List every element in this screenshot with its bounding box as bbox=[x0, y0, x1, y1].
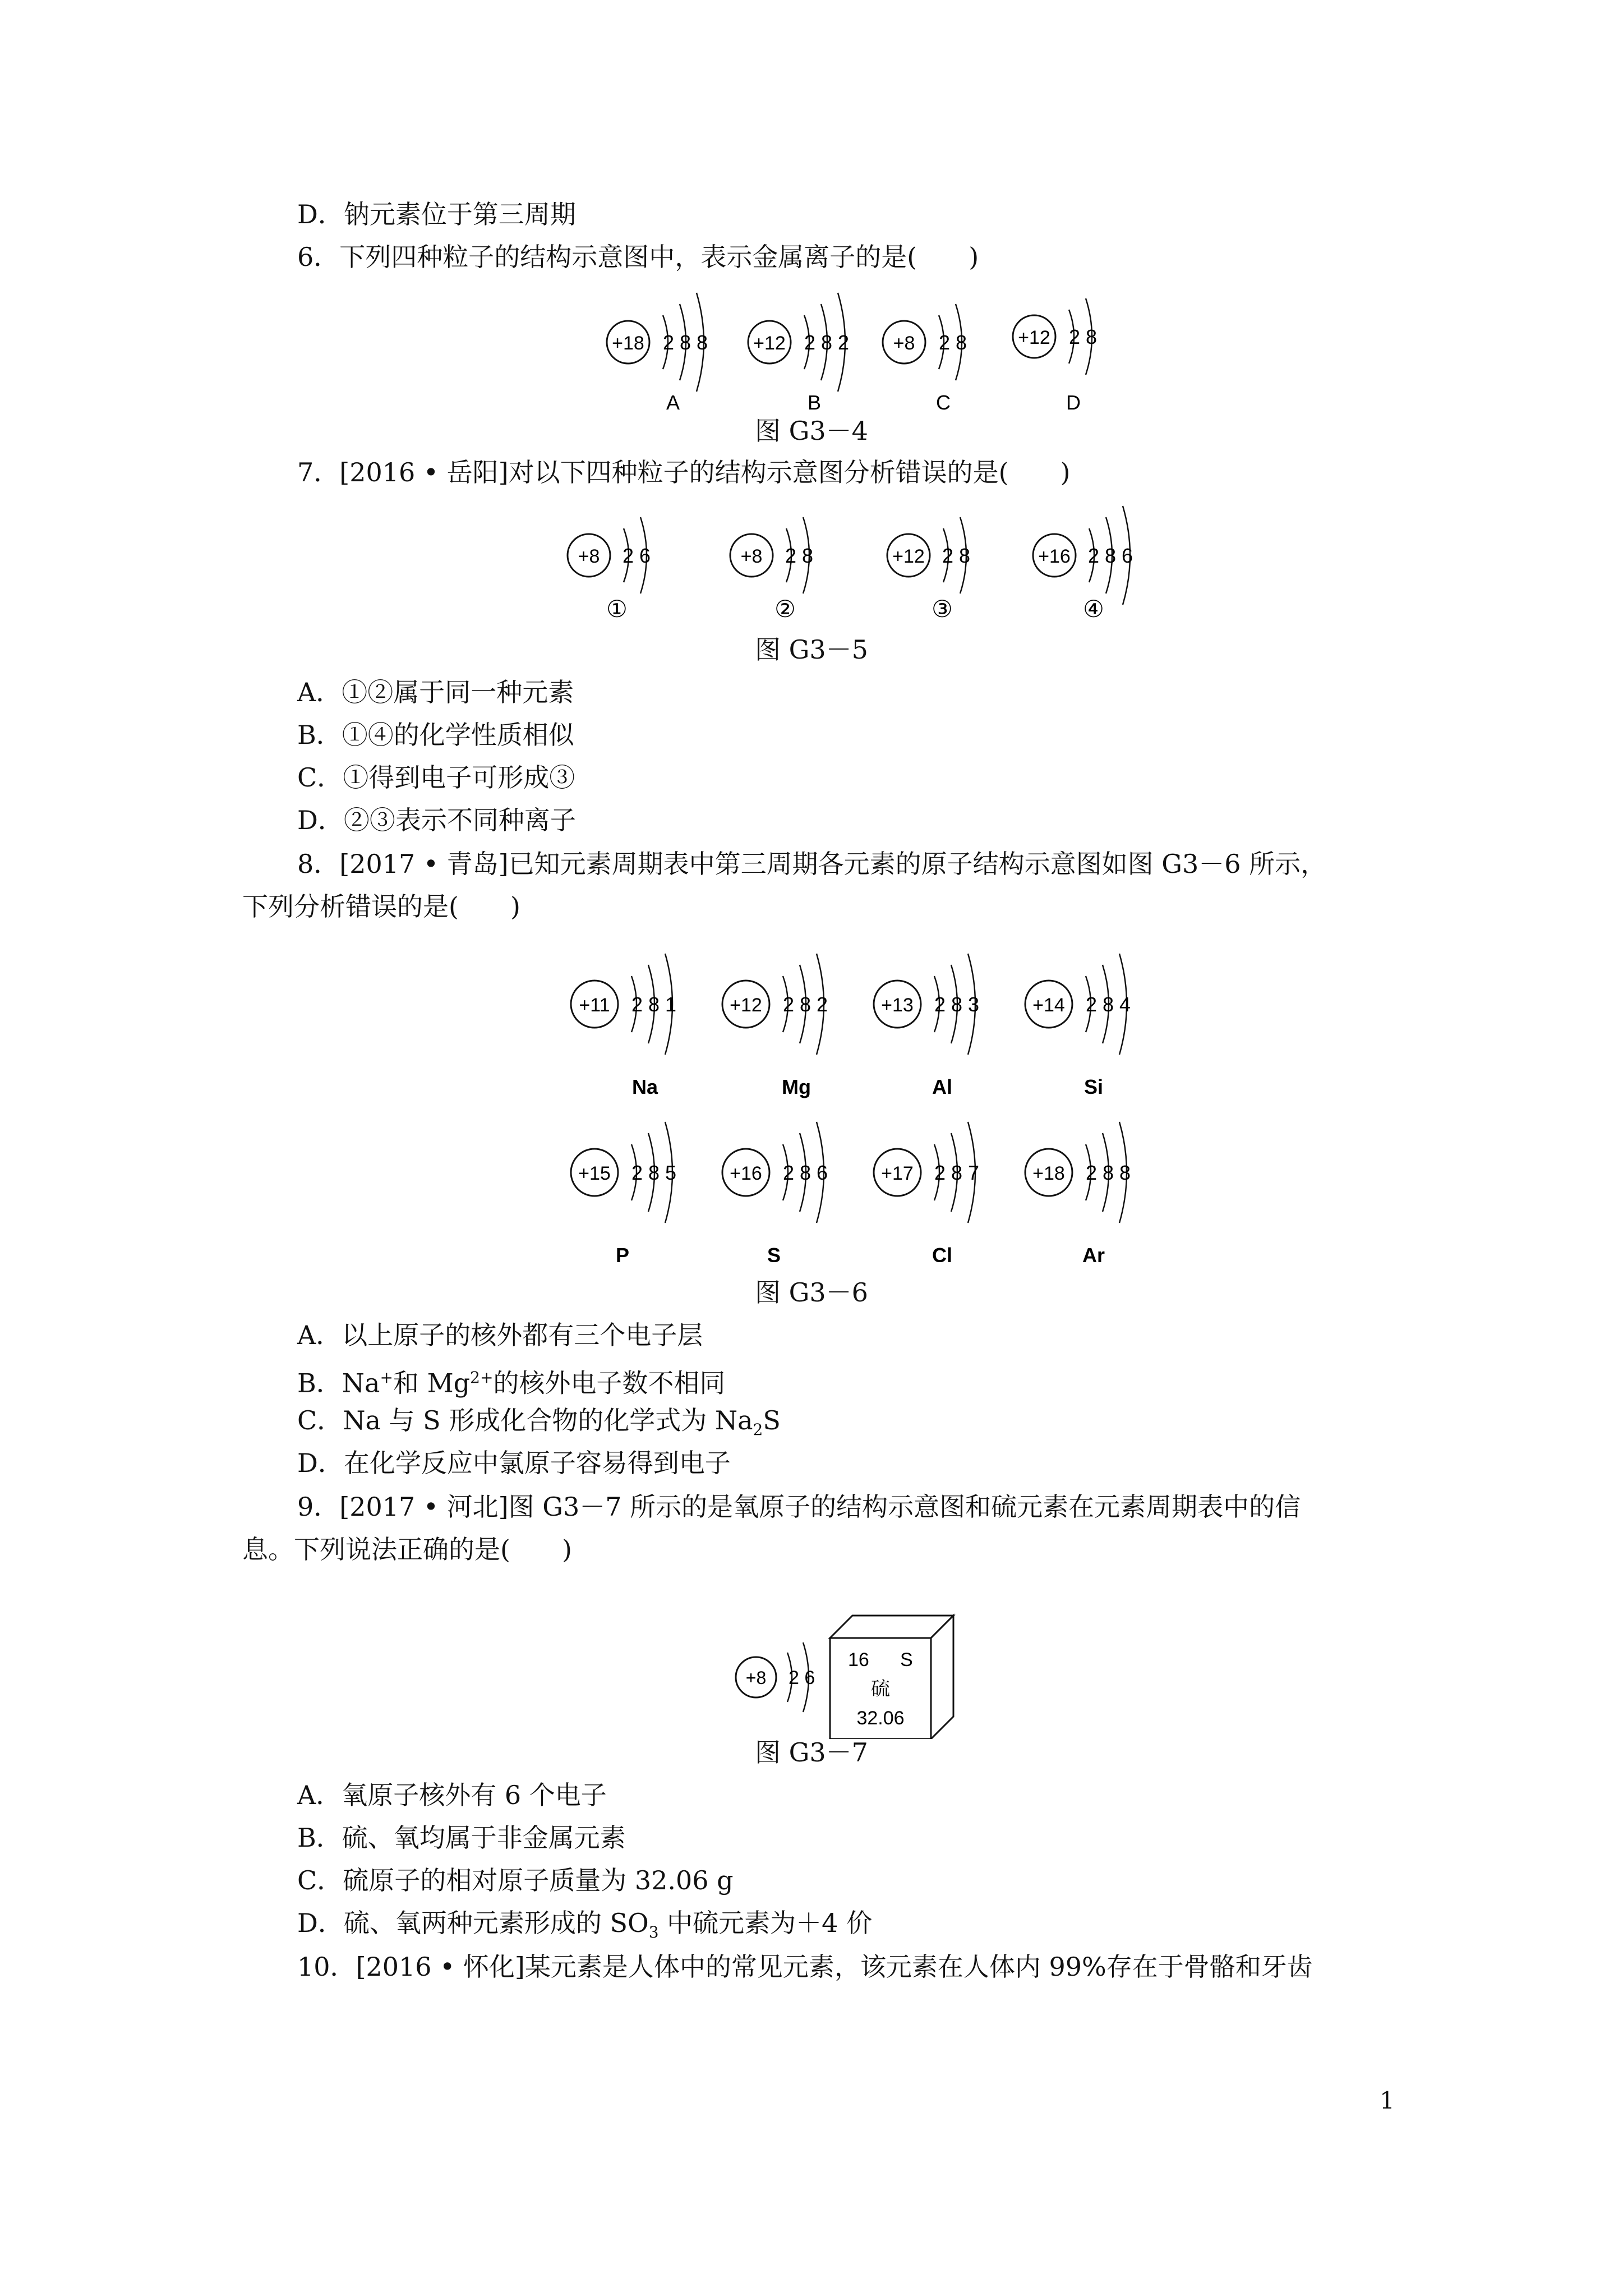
figure-caption: 图 G3－6 bbox=[755, 1277, 868, 1308]
svg-text:2 8: 2 8 bbox=[939, 331, 967, 354]
q6-figure bbox=[594, 280, 1133, 417]
atom-diagram bbox=[887, 517, 970, 622]
figure-caption: 图 G3－5 bbox=[755, 634, 868, 665]
svg-text:+8: +8 bbox=[578, 546, 600, 567]
q10-stem: 10．[2016 • 怀化]某元素是人体中的常见元素，该元素在人体内 99%存在于骨骼和牙齿 bbox=[297, 1952, 1313, 1982]
svg-text:A: A bbox=[666, 391, 680, 414]
atom-diagram bbox=[722, 954, 828, 1098]
svg-text:B: B bbox=[807, 391, 822, 414]
svg-text:2 8 2: 2 8 2 bbox=[804, 331, 850, 354]
figure-caption: 图 G3－4 bbox=[755, 416, 868, 446]
svg-text:Na: Na bbox=[631, 1075, 658, 1098]
atom-diagram bbox=[722, 1122, 828, 1262]
svg-text:C: C bbox=[936, 391, 951, 414]
svg-text:Si: Si bbox=[1083, 1075, 1104, 1098]
svg-text:+12: +12 bbox=[753, 333, 786, 354]
svg-text:+11: +11 bbox=[579, 995, 610, 1016]
svg-text:+17: +17 bbox=[881, 1163, 914, 1184]
svg-text:2 6: 2 6 bbox=[623, 544, 651, 567]
svg-text:2 8 4: 2 8 4 bbox=[1086, 993, 1131, 1016]
svg-text:④: ④ bbox=[1083, 596, 1104, 622]
svg-text:P: P bbox=[615, 1244, 630, 1262]
svg-text:+14: +14 bbox=[1032, 995, 1065, 1016]
element-cube bbox=[830, 1616, 953, 1739]
q9-atom-and-cube bbox=[729, 1604, 976, 1739]
svg-text:2 8 8: 2 8 8 bbox=[1086, 1161, 1131, 1184]
svg-text:D: D bbox=[1066, 391, 1081, 414]
svg-text:16: 16 bbox=[848, 1649, 869, 1671]
q9-option-a: A．氧原子核外有 6 个电子 bbox=[297, 1780, 607, 1810]
q9-figure bbox=[729, 1604, 976, 1741]
atom-diagram bbox=[874, 1122, 979, 1262]
q8-option-a: A．以上原子的核外都有三个电子层 bbox=[297, 1320, 703, 1350]
svg-text:硫: 硫 bbox=[871, 1678, 890, 1700]
atom-diagram bbox=[571, 1122, 676, 1262]
svg-text:+18: +18 bbox=[612, 333, 644, 354]
atom-diagram bbox=[1033, 506, 1133, 622]
page-number: 1 bbox=[1380, 2087, 1395, 2114]
svg-text:2 6: 2 6 bbox=[789, 1667, 815, 1688]
svg-text:+8: +8 bbox=[740, 546, 763, 567]
q6-stem: 6．下列四种粒子的结构示意图中，表示金属离子的是( ) bbox=[297, 242, 979, 272]
q7-option-d: D．②③表示不同种离子 bbox=[297, 805, 576, 835]
q7-option-b: B．①④的化学性质相似 bbox=[297, 720, 574, 750]
svg-text:2 8 6: 2 8 6 bbox=[1088, 544, 1133, 567]
svg-text:S: S bbox=[767, 1244, 781, 1262]
atom-diagram bbox=[1025, 954, 1131, 1098]
atom-diagram bbox=[568, 517, 651, 622]
atom-diagram bbox=[736, 1642, 815, 1712]
svg-text:+8: +8 bbox=[893, 333, 915, 354]
q9-stem-line1: 9．[2017 • 河北]图 G3－7 所示的是氧原子的结构示意图和硫元素在元素周期表中的信 bbox=[297, 1492, 1301, 1522]
svg-text:32.06: 32.06 bbox=[856, 1708, 905, 1729]
svg-text:2 8: 2 8 bbox=[1069, 325, 1098, 348]
svg-text:①: ① bbox=[606, 596, 628, 622]
q8-option-b: B．Na+和 $Mg^{2+}$的核外电子数不相同 bbox=[297, 1368, 726, 1398]
svg-text:+12: +12 bbox=[730, 995, 762, 1016]
svg-text:2 8: 2 8 bbox=[785, 544, 814, 567]
atom-diagram bbox=[607, 293, 708, 414]
q8-figure bbox=[561, 948, 1189, 1264]
svg-text:2 8 7: 2 8 7 bbox=[934, 1161, 980, 1184]
atom-diagram bbox=[1013, 298, 1097, 414]
svg-text:+18: +18 bbox=[1032, 1163, 1065, 1184]
q7-figure bbox=[550, 499, 1178, 636]
q8-option-c: C．Na 与 S 形成化合物的化学式为 $Na_2S$ bbox=[297, 1405, 781, 1439]
atom-diagram bbox=[748, 293, 849, 414]
figure-caption: 图 G3－7 bbox=[755, 1737, 868, 1768]
atom-diagram bbox=[730, 517, 813, 622]
q8-option-d: D．在化学反应中氯原子容易得到电子 bbox=[297, 1448, 731, 1478]
atom-diagram bbox=[874, 954, 979, 1098]
atom-diagram bbox=[1025, 1122, 1131, 1262]
svg-text:2 8 8: 2 8 8 bbox=[663, 331, 708, 354]
svg-text:+15: +15 bbox=[578, 1163, 611, 1184]
q9-option-b: B．硫、氧均属于非金属元素 bbox=[297, 1823, 626, 1853]
svg-text:Ar: Ar bbox=[1082, 1244, 1105, 1262]
svg-text:+12: +12 bbox=[1018, 327, 1050, 348]
q9-stem-line2: 息。下列说法正确的是( ) bbox=[242, 1534, 572, 1565]
svg-text:2 8: 2 8 bbox=[942, 544, 971, 567]
svg-text:2 8 1: 2 8 1 bbox=[631, 993, 677, 1016]
q9-option-c: C．硫原子的相对原子质量为 32.06 g bbox=[297, 1865, 734, 1895]
svg-text:+16: +16 bbox=[1038, 546, 1071, 567]
svg-text:+8: +8 bbox=[745, 1668, 767, 1688]
svg-text:2 8 6: 2 8 6 bbox=[783, 1161, 828, 1184]
q7-atom-diagrams bbox=[550, 499, 1178, 634]
q8-stem-line2: 下列分析错误的是( ) bbox=[242, 891, 520, 922]
svg-text:2 8 3: 2 8 3 bbox=[934, 993, 980, 1016]
svg-text:Al: Al bbox=[932, 1075, 952, 1098]
q5-option-d: D．钠元素位于第三周期 bbox=[297, 199, 576, 229]
atom-diagram bbox=[883, 304, 967, 414]
svg-text:+16: +16 bbox=[730, 1163, 762, 1184]
svg-text:2 8 2: 2 8 2 bbox=[783, 993, 828, 1016]
q7-option-a: A．①②属于同一种元素 bbox=[297, 677, 574, 707]
atom-diagram bbox=[571, 954, 676, 1098]
svg-text:③: ③ bbox=[932, 596, 953, 622]
svg-text:2 8 5: 2 8 5 bbox=[631, 1161, 677, 1184]
svg-text:②: ② bbox=[774, 596, 796, 622]
svg-text:+12: +12 bbox=[892, 546, 925, 567]
svg-text:Mg: Mg bbox=[782, 1075, 811, 1098]
q7-stem: 7．[2016 • 岳阳]对以下四种粒子的结构示意图分析错误的是( ) bbox=[297, 457, 1071, 487]
q8-atom-diagrams bbox=[561, 948, 1189, 1262]
svg-text:+13: +13 bbox=[881, 995, 914, 1016]
q9-option-d: D．硫、氧两种元素形成的 $SO_3$ 中硫元素为＋4 价 bbox=[297, 1908, 873, 1942]
q8-stem-line1: 8．[2017 • 青岛]已知元素周期表中第三周期各元素的原子结构示意图如图 G3－6 所示， bbox=[297, 849, 1327, 879]
q6-atom-diagrams bbox=[594, 280, 1133, 415]
q7-option-c: C．①得到电子可形成③ bbox=[297, 762, 575, 793]
svg-text:Cl: Cl bbox=[932, 1244, 952, 1262]
svg-text:S: S bbox=[900, 1649, 913, 1671]
